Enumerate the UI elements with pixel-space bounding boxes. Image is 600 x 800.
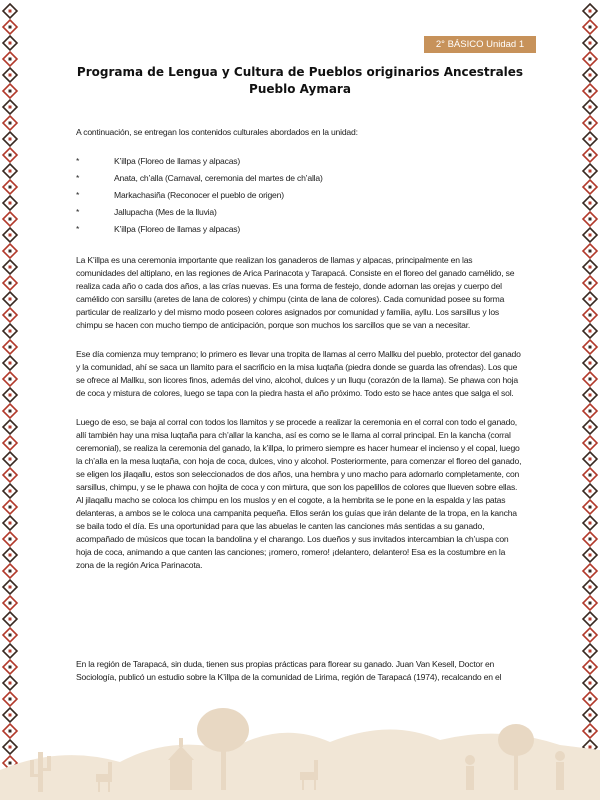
pattern-dot [589, 666, 592, 669]
pattern-dot [589, 282, 592, 285]
pattern-dot [9, 394, 12, 397]
pattern-dot [9, 650, 12, 653]
pattern-dot [9, 410, 12, 413]
pattern-dot [589, 682, 592, 685]
paragraph-tarapaca: En la región de Tarapacá, sin duda, tienen sus propias prácticas para florear su ganado. Juan Van Kesell, Doctor en Sociología, publicó un estudio sobre la K’illpa de la comunidad de Lirima, región de Tarapacá (1974), recalcando en el [76, 659, 502, 682]
pattern-dot [9, 170, 12, 173]
pattern-dot [589, 602, 592, 605]
pattern-dot [589, 122, 592, 125]
pattern-dot [589, 426, 592, 429]
pattern-dot [589, 74, 592, 77]
list-item-text: Anata, ch’alla (Carnaval, ceremonia del martes de ch’alla) [114, 173, 323, 183]
pattern-dot [9, 426, 12, 429]
person-icon [465, 755, 475, 790]
page-title [40, 64, 560, 98]
pattern-dot [589, 490, 592, 493]
pattern-dot [9, 154, 12, 157]
pattern-dot [9, 362, 12, 365]
person-icon [555, 751, 565, 790]
pattern-dot [9, 378, 12, 381]
title-line-1: Programa de Lengua y Cultura de Pueblos originarios Ancestrales [76, 65, 524, 79]
right-pattern-border [580, 0, 600, 800]
paragraph-corral-ceremony: Luego de eso, se baja al corral con todos los llamitos y se procede a realizar la ceremonia en el corral con todo el ganado, allí también hay una misa luqtaña para ch’allar la kancha, así es como se le llama al corral principal. En la kancha (corral ceremonial), se realiza la ceremonia del ganado, la k’illpa, lo primero siempre es hacer humear el incienso y el copal, luego la ch’alla en la mesa luqtaña, con hoja de coca, dulces, vino y alcohol. Posteriormente, para comenzar el floreo del ganado, se eligen los jilaqallu, estos son seleccionados de dos años, una hembra y uno macho para adornarlo completamente, con sarsillus, chimpu, y se le phawa con hojita de coca y con mirtura, que son los papelillos de colores que llueven sobre ellas. Al jilaqallu macho se coloca los chimpu en los muslos y en el cogote, a la hembrita se le pone en la espalda y las patas delanteras, a ambos se le coloca una campanita pequeña. Ellos serán los guías que irán delante de la tropa, en la kancha se baila todo el día. Es una oportunidad para que las abuelas le canten las canciones más sentidas a su ganado, acompañado de músicos que tocan la bandolina y el charango. Los dueños y sus invitados intercambian la ch’uspa con hoja de coca, animando a que canten las canciones; ¡romero, romero! ¡delantero, delantero! Esa es la costumbre en la zona de la región Arica Parinacota. [76, 417, 522, 570]
bullet-icon: * [76, 190, 80, 200]
pattern-dot [9, 682, 12, 685]
pattern-dot [9, 42, 12, 45]
bullet-icon: * [76, 173, 80, 183]
list-item-text: K’illpa (Floreo de llamas y alpacas) [114, 224, 241, 234]
list-item [76, 187, 522, 204]
pattern-dot [9, 282, 12, 285]
pattern-dot [589, 10, 592, 13]
pattern-dot [9, 106, 12, 109]
left-pattern-border [0, 0, 20, 800]
pattern-dot [589, 410, 592, 413]
pattern-dot [9, 570, 12, 573]
pattern-dot [589, 314, 592, 317]
pattern-dot [589, 58, 592, 61]
pattern-dot [9, 346, 12, 349]
pattern-dot [9, 474, 12, 477]
pattern-dot [9, 602, 12, 605]
pattern-dot [9, 90, 12, 93]
paragraph-ceremony-start: Ese día comienza muy temprano; lo primero es llevar una tropita de llamas al cerro Mallku del pueblo, protector del ganado y la comunidad, ahí se saca un llamito para el sacrificio en la misa luqtaña (piedra donde se guarda las ofrendas). Los que se ofrece al Mallku, son licores finos, además del vino, alcohol, dulces y un lluqu (corazón de la llama). Se phawa con hoja de coca y mistura de colores, luego se tapa con la piedra hasta el año próximo. Todo esto se hace antes que salga el sol. [76, 349, 521, 398]
pattern-dot [9, 618, 12, 621]
bullet-icon: * [76, 224, 80, 234]
pattern-dot [589, 554, 592, 557]
pattern-dot [589, 634, 592, 637]
pattern-dot [9, 506, 12, 509]
list-item [76, 170, 522, 187]
pattern-dot [589, 474, 592, 477]
pattern-dot [9, 186, 12, 189]
pattern-dot [589, 234, 592, 237]
pattern-dot [9, 314, 12, 317]
pattern-dot [589, 202, 592, 205]
pattern-dot [589, 26, 592, 29]
pattern-dot [589, 522, 592, 525]
pattern-dot [589, 138, 592, 141]
pattern-dot [589, 106, 592, 109]
list-item [76, 204, 522, 221]
pattern-dot [589, 90, 592, 93]
list-item-text: Markachasiña (Reconocer el pueblo de origen) [114, 190, 284, 200]
pattern-dot [589, 570, 592, 573]
pattern-dot [9, 538, 12, 541]
list-item-text: K’illpa (Floreo de llamas y alpacas) [114, 156, 241, 166]
pattern-dot [589, 458, 592, 461]
pattern-dot [589, 154, 592, 157]
pattern-dot [589, 42, 592, 45]
grade-unit-badge: 2° BÁSICO Unidad 1 [424, 36, 536, 53]
pattern-dot [9, 234, 12, 237]
pattern-dot [9, 458, 12, 461]
pattern-dot [589, 538, 592, 541]
pattern-dot [589, 266, 592, 269]
pattern-dot [589, 170, 592, 173]
pattern-dot [589, 442, 592, 445]
pattern-dot [589, 378, 592, 381]
pattern-dot [9, 330, 12, 333]
pattern-dot [9, 554, 12, 557]
content-list [76, 153, 522, 238]
pattern-dot [9, 10, 12, 13]
bullet-icon: * [76, 207, 80, 217]
pattern-dot [9, 298, 12, 301]
list-item [76, 221, 522, 238]
pattern-dot [9, 266, 12, 269]
pattern-dot [589, 218, 592, 221]
pattern-dot [589, 250, 592, 253]
pattern-dot [589, 618, 592, 621]
pattern-dot [9, 442, 12, 445]
pattern-dot [589, 394, 592, 397]
pattern-dot [9, 202, 12, 205]
pattern-dot [9, 634, 12, 637]
andean-landscape-illustration [0, 690, 600, 800]
pattern-dot [589, 586, 592, 589]
pattern-dot [9, 74, 12, 77]
pattern-dot [9, 586, 12, 589]
pattern-dot [9, 490, 12, 493]
intro-text: A continuación, se entregan los contenidos culturales abordados en la unidad: [76, 127, 358, 137]
pattern-dot [9, 138, 12, 141]
pattern-dot [589, 650, 592, 653]
title-line-2: Pueblo Aymara [249, 82, 351, 96]
pattern-dot [9, 122, 12, 125]
pattern-dot [9, 26, 12, 29]
document-body [76, 126, 522, 682]
pattern-dot [589, 330, 592, 333]
list-item-text: Jallupacha (Mes de la lluvia) [114, 207, 217, 217]
pattern-dot [589, 298, 592, 301]
bullet-icon: * [76, 156, 80, 166]
paragraph-killpa: La K’illpa es una ceremonia importante que realizan los ganaderos de llamas y alpacas, principalmente en las comunidades del altiplano, en las regiones de Arica Parinacota y Tarapacá. Consiste en el floreo del ganado camélido, se realiza cada año o cada dos años, a las crías nuevas. Es una forma de festejo, donde adornan las orejas y cuerpo del camélido con sarsillu (aretes de lana de colores) y chimpu (cinta de lana de colores). Cada comunidad posee su forma particular de realizarlo y del mismo modo poseen colores asignados por comunidad y familia, ayllu. Los sarsillus y los chimpu se hacen con mucho tiempo de anticipación, porque son muchos los sarcillos que se van a necesitar. [76, 255, 515, 330]
pattern-dot [589, 346, 592, 349]
pattern-dot [9, 250, 12, 253]
pattern-dot [589, 186, 592, 189]
list-item [76, 153, 522, 170]
pattern-dot [9, 58, 12, 61]
pattern-dot [9, 666, 12, 669]
pattern-dot [9, 218, 12, 221]
pattern-dot [9, 522, 12, 525]
pattern-dot [589, 506, 592, 509]
pattern-dot [589, 362, 592, 365]
